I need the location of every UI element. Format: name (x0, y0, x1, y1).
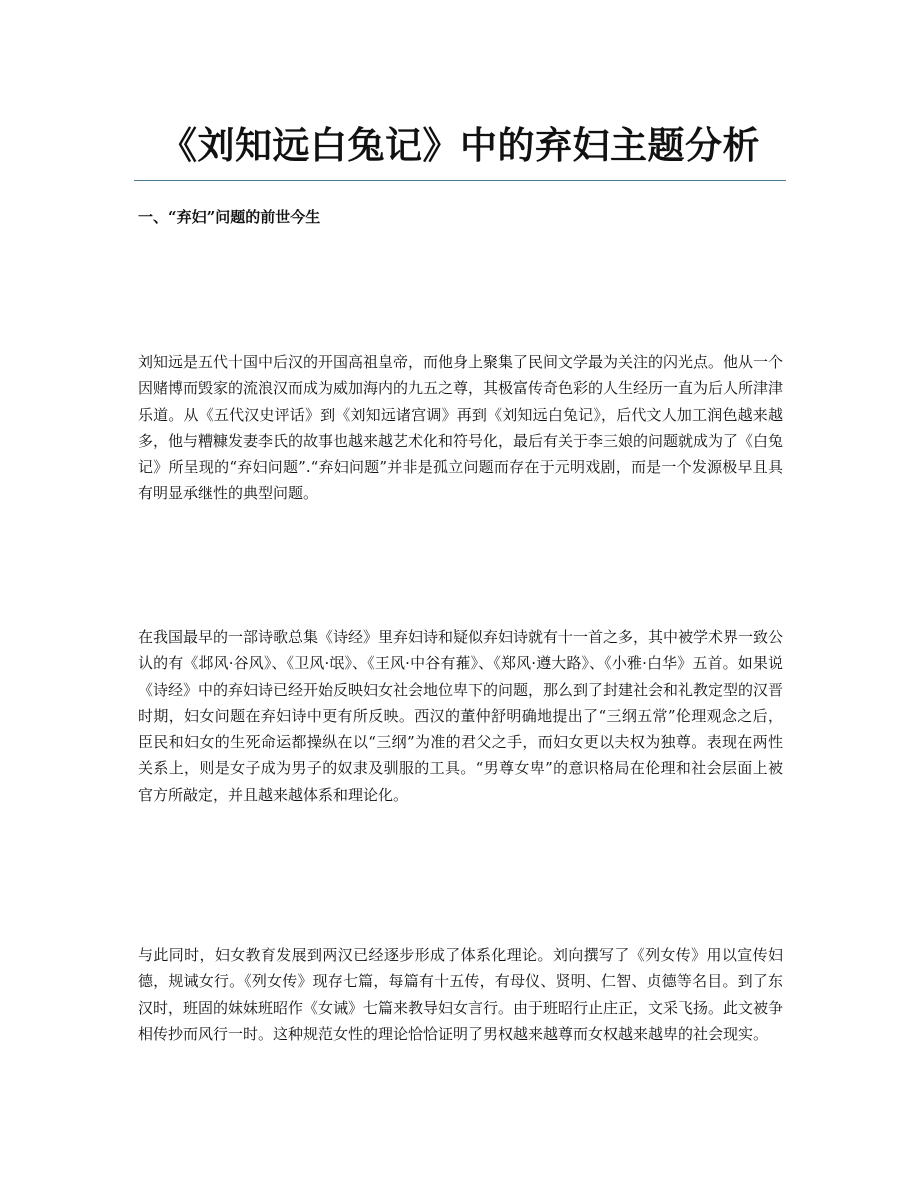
body-paragraph: 与此同时，妇女教育发展到两汉已经逐步形成了体系化理论。刘向撰写了《列女传》用以宣传妇德，规诫女行。《列女传》现存七篇，每篇有十五传，有母仪、贤明、仁智、贞德等名目。到了东汉时，班固的妹妹班昭作《女诫》七篇来教导妇女言行。由于班昭行止庄正，文采飞扬。此文被争相传抄而风行一时。这种规范女性的理论恰恰证明了男权越来越尊而女权越来越卑的社会现实。 (138, 946, 784, 1043)
body-paragraph: 在我国最早的一部诗歌总集《诗经》里弃妇诗和疑似弃妇诗就有十一首之多，其中被学术界一致公认的有《邶风·谷风》、《卫风·氓》、《王风·中谷有蓷》、《郑风·遵大路》、《小雅·白华》五首。如果说《诗经》中的弃妇诗已经开始反映妇女社会地位卑下的问题，那么到了封建社会和礼教定型的汉晋时期，妇女问题在弃妇诗中更有所反映。西汉的董仲舒明确地提出了“三纲五常”伦理观念之后，臣民和妇女的生死命运都操纵在以“三纲”为准的君父之手，而妇女更以夫权为独尊。表现在两性关系上，则是女子成为男子的奴隶及驯服的工具。“男尊女卑”的意识格局在伦理和社会层面上被官方所敲定，并且越来越体系和理论化。 (138, 628, 784, 804)
page-title: 《刘知远白兔记》中的弃妇主题分析 (160, 124, 760, 167)
body-paragraph: 刘知远是五代十国中后汉的开国高祖皇帝，而他身上聚集了民间文学最为关注的闪光点。他从一个因赌博而毁家的流浪汉而成为威加海内的九五之尊，其极富传奇色彩的人生经历一直为后人所津津乐道。从《五代汉史评话》到《刘知远诸宫调》再到《刘知远白兔记》，后代文人加工润色越来越多，他与糟糠发妻李氏的故事也越来越艺术化和符号化，最后有关于李三娘的问题就成为了《白兔记》所呈现的“弃妇问题”.“弃妇问题”并非是孤立问题而存在于元明戏剧，而是一个发源极早且具有明显承继性的典型问题。 (138, 353, 784, 503)
title-divider (134, 180, 786, 181)
section-heading: 一、“弃妇”问题的前世今生 (138, 208, 321, 226)
